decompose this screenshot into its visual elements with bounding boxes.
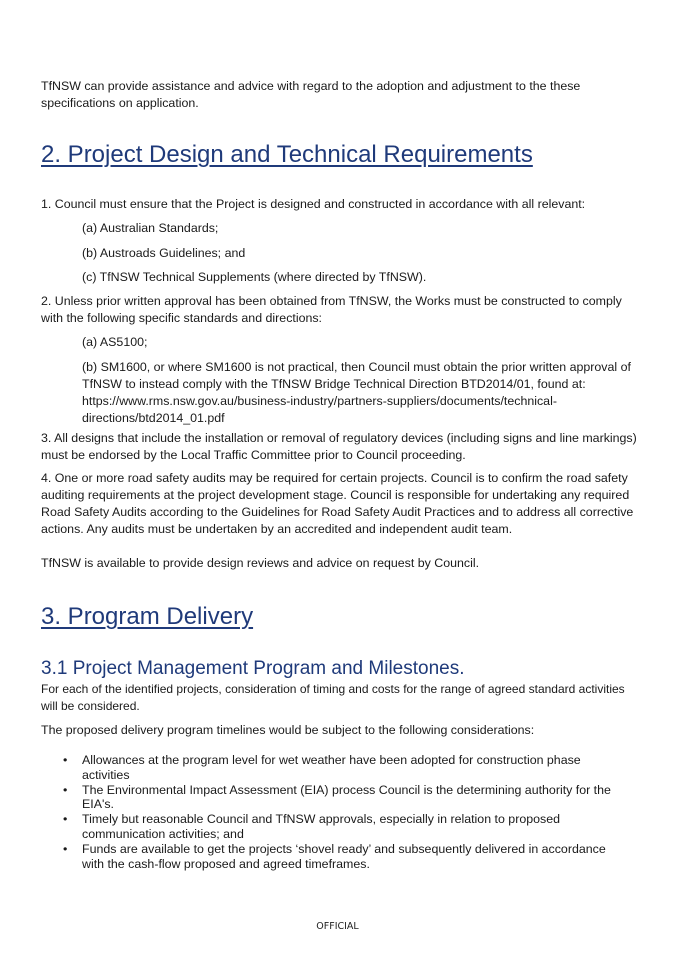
list-item: • Timely but reasonable Council and TfNSW approvals, especially in relation to proposed communication activities; and	[63, 812, 560, 841]
requirement-3: 3. All designs that include the installation or removal of regulatory devices (including signs and line markings) must be endorsed by the Local Traffic Committee prior to Council proceeding.	[41, 431, 637, 462]
intro-paragraph: TfNSW can provide assistance and advice with regard to the adoption and adjustment to the these specifications on application.	[41, 79, 581, 110]
requirement-1c: (c) TfNSW Technical Supplements (where directed by TfNSW).	[82, 270, 427, 284]
section-3-1-heading: 3.1 Project Management Program and Milestones.	[41, 658, 465, 679]
bullet-icon: •	[63, 782, 68, 797]
requirement-1b: (b) Austroads Guidelines; and	[82, 246, 246, 260]
requirement-2: 2. Unless prior written approval has been obtained from TfNSW, the Works must be constructed to comply with the following specific standards and directions:	[41, 294, 622, 325]
requirement-1a: (a) Australian Standards;	[82, 221, 219, 235]
considerations-list	[41, 753, 621, 871]
section-3-heading: 3. Program Delivery	[41, 603, 254, 630]
bullet-icon: •	[63, 841, 68, 856]
section-2-closing: TfNSW is available to provide design reviews and advice on request by Council.	[41, 556, 480, 570]
requirement-2a: (a) AS5100;	[82, 335, 148, 349]
requirement-2b: (b) SM1600, or where SM1600 is not practical, then Council must obtain the prior written approval of TfNSW to instead comply with the TfNSW Bridge Technical Direction BTD2014/01, found at: https://www.rms.nsw.gov.au/business-industry/partners-suppliers/documents/technical-directions/btd2014_01.pdf	[82, 360, 631, 425]
section-2-heading: 2. Project Design and Technical Requirements	[41, 141, 533, 168]
requirement-1: 1. Council must ensure that the Project is designed and constructed in accordance with all relevant:	[41, 197, 586, 211]
requirement-4: 4. One or more road safety audits may be required for certain projects. Council is to confirm the road safety auditing requirements at the project development stage. Council is responsible for undertaking any required Road Safety Audits according to the Guidelines for Road Safety Audit Practices and to address all corrective actions. Any audits must be undertaken by an accredited and independent audit team.	[41, 471, 634, 536]
list-item: • Allowances at the program level for wet weather have been adopted for construction phase activities	[63, 753, 581, 782]
list-item: • Funds are available to get the projects ‘shovel ready’ and subsequently delivered in accordance with the cash-flow proposed and agreed timeframes.	[63, 841, 606, 871]
section-3-1-paragraph-2: The proposed delivery program timelines would be subject to the following considerations:	[41, 723, 535, 737]
bullet-icon: •	[63, 812, 68, 827]
section-3-1-paragraph-1: For each of the identified projects, consideration of timing and costs for the range of agreed standard activities will be considered.	[41, 682, 625, 713]
bullet-icon: •	[63, 753, 68, 767]
list-item: • The Environmental Impact Assessment (EIA) process Council is the determining authority for the EIA's.	[63, 782, 611, 812]
footer-classification: OFFICIAL	[316, 921, 359, 932]
